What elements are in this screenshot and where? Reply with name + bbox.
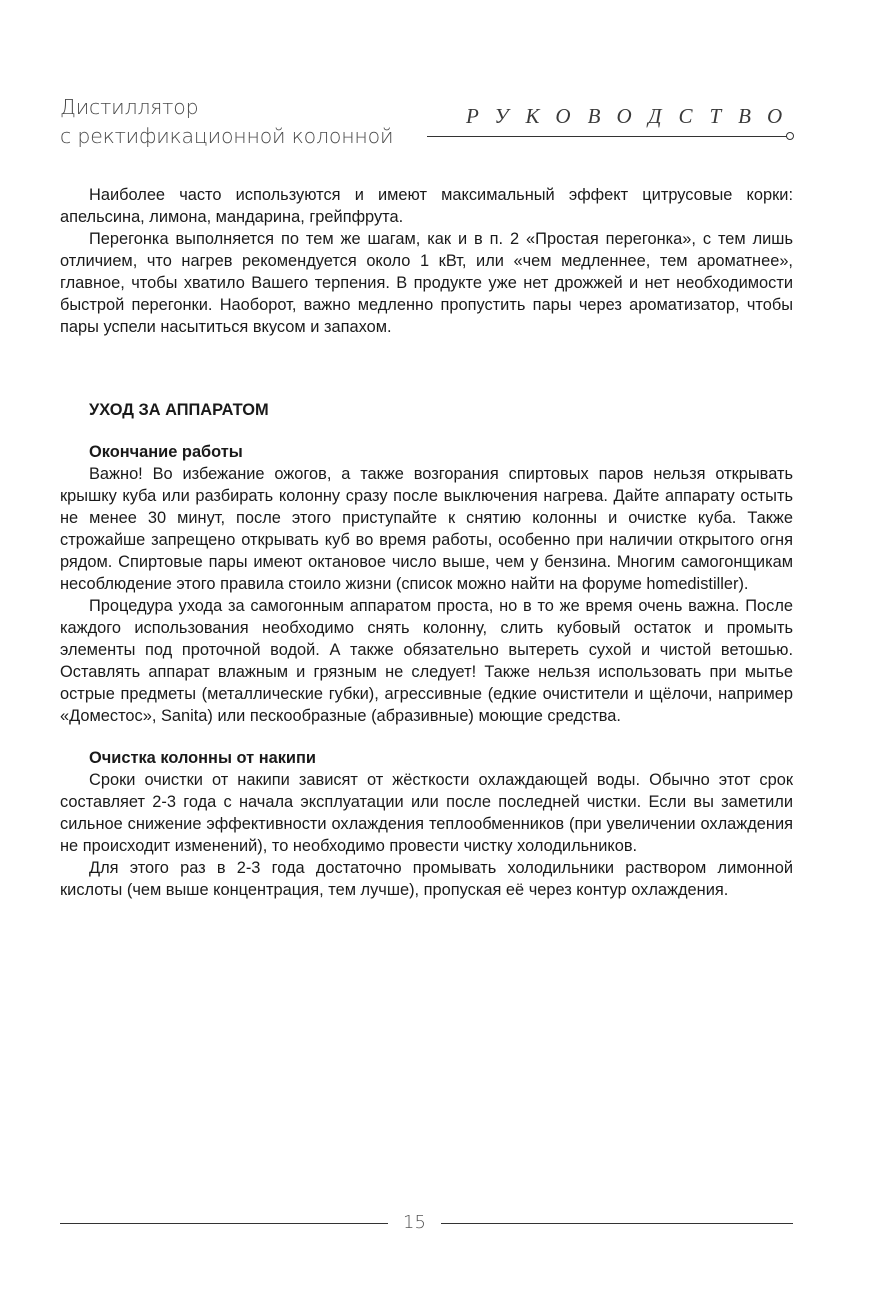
- paragraph: Процедура ухода за самогонным аппаратом проста, но в то же время очень важна. После каждого использования необходимо снять колонну, слить кубовый остаток и промыть элементы под проточной водой. А также обязательно вытереть сухой и чистой ветошью. Оставлять аппарат влажным и грязным не следует! Также нельзя использовать при мытье острые предметы (металлические губки), агрессивные (едкие очистители и щёлочи, например «Доместос», Sanita) или пескообразные (абразивные) моющие средства.: [60, 597, 793, 725]
- subsection-heading: Окончание работы: [89, 443, 243, 461]
- page-content: [60, 184, 793, 901]
- paragraph: Сроки очистки от накипи зависят от жёсткости охлаждающей воды. Обычно этот срок составляет 2-3 года с начала эксплуатации или после последней чистки. Если вы заметили сильное снижение эффективности охлаждения теплообменников (при увеличении охлаждения не происходит изменений), то необходимо провести чистку холодильников.: [60, 771, 793, 855]
- page-number: 15: [403, 1212, 426, 1233]
- subsection-heading: Очистка колонны от накипи: [89, 749, 316, 767]
- paragraph: Перегонка выполняется по тем же шагам, как и в п. 2 «Простая перегонка», с тем лишь отличием, что нагрев рекомендуется около 1 кВт, или «чем медленнее, тем ароматнее», главное, чтобы хватило Вашего терпения. В продукте уже нет дрожжей и нет необходимости быстрой перегонки. Наоборот, важно медленно пропустить пары через ароматизатор, чтобы пары успели насытиться вкусом и запахом.: [60, 230, 793, 336]
- document-title-line-1: Дистиллятор: [60, 95, 199, 119]
- header-divider-dot: [786, 132, 794, 140]
- header-divider: [427, 136, 787, 137]
- footer-divider-right: [441, 1223, 793, 1224]
- document-title: [60, 93, 393, 151]
- manual-label: РУКОВОДСТВО: [466, 104, 800, 128]
- section-heading: УХОД ЗА АППАРАТОМ: [89, 401, 269, 419]
- footer-divider-left: [60, 1223, 388, 1224]
- paragraph: Важно! Во избежание ожогов, а также возгорания спиртовых паров нельзя открывать крышку куба или разбирать колонну сразу после выключения нагрева. Дайте аппарату остыть не менее 30 минут, после этого приступайте к снятию колонны и очистке куба. Также строжайше запрещено открывать куб во время работы, особенно при наличии открытого огня рядом. Спиртовые пары имеют октановое число выше, чем у бензина. Многим самогонщикам несоблюдение этого правила стоило жизни (список можно найти на форуме homedistiller).: [60, 465, 793, 593]
- document-title-line-2: с ректификационной колонной: [60, 124, 394, 148]
- paragraph: Наиболее часто используются и имеют максимальный эффект цитрусовые корки: апельсина, лимона, мандарина, грейпфрута.: [60, 186, 793, 226]
- paragraph: Для этого раз в 2-3 года достаточно промывать холодильники раствором лимонной кислоты (чем выше концентрация, тем лучше), пропуская её через контур охлаждения.: [60, 859, 793, 899]
